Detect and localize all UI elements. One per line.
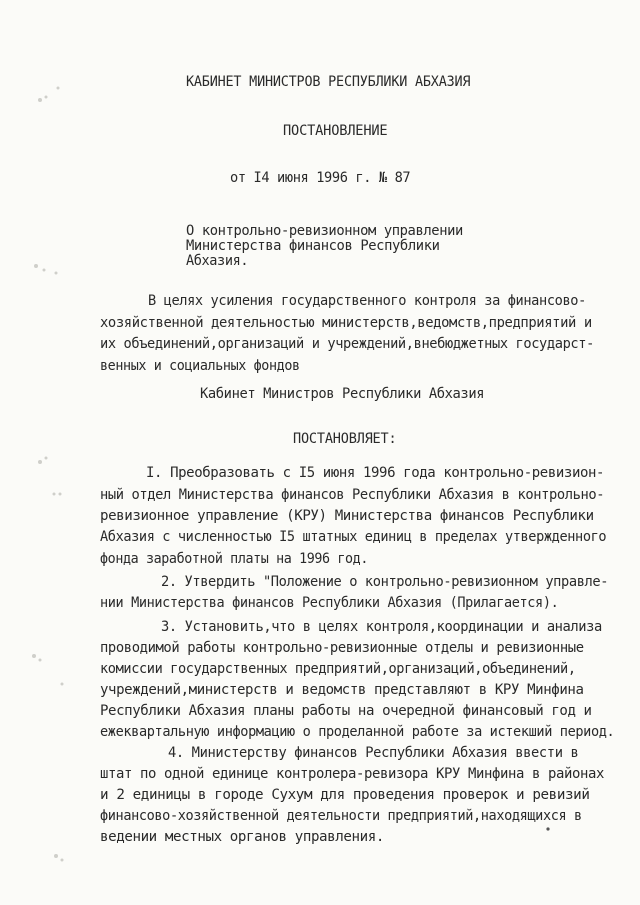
item-line: комиссии государственных предприятий,организаций,объединений, (100, 661, 576, 677)
item-line: учреждений,министерств и ведомств представляют в КРУ Минфина (100, 682, 584, 698)
document-type: ПОСТАНОВЛЕНИЕ (283, 123, 388, 139)
document-issuer: Кабинет Министров Республики Абхазия (200, 386, 485, 402)
item-line: 4. Министерству финансов Республики Абхазия ввести в (168, 745, 579, 761)
document-authority: КАБИНЕТ МИНИСТРОВ РЕСПУБЛИКИ АБХАЗИЯ (186, 74, 471, 90)
item-line: Республики Абхазия планы работы на очередной финансовый год и (100, 703, 592, 719)
ink-dot (545, 826, 551, 832)
subject-line: Абхазия. (186, 253, 249, 269)
preamble-line: В целях усиления государственного контроля за финансово- (148, 293, 586, 309)
item-line: Абхазия с численностью I5 штатных единиц в пределах утвержденного (100, 529, 607, 545)
item-line: 2. Утвердить "Положение о контрольно-ревизионном управле- (161, 574, 609, 590)
subject-line: О контрольно-ревизионном управлении (186, 223, 463, 239)
item-line: проводимой работы контрольно-ревизионные отделы и ревизионные (100, 640, 584, 656)
item-line: фонда заработной платы на 1996 год. (100, 551, 368, 567)
item-line: и 2 единицы в городе Сухум для проведения проверок и ревизий (100, 787, 590, 803)
item-line: 3. Установить,что в целях контроля,координации и анализа (161, 619, 602, 635)
preamble-line: венных и социальных фондов (100, 358, 300, 374)
binding-marks (0, 0, 70, 905)
item-line: ревизионное управление (КРУ) Министерства финансов Республики (100, 508, 594, 524)
item-line: штат по одной единице контролера-ревизора КРУ Минфина в районах (100, 766, 604, 782)
item-line: ведении местных органов управления. (100, 829, 384, 845)
document-date: от I4 июня 1996 г. № 87 (230, 170, 411, 186)
item-line: ежеквартальную информацию о проделанной работе за истекший период. (100, 724, 615, 740)
preamble-line: хозяйственной деятельностью министерств,ведомств,предприятий и (100, 315, 592, 331)
subject-line: Министерства финансов Республики (186, 238, 440, 254)
document-resolves: ПОСТАНОВЛЯЕТ: (293, 431, 397, 447)
item-line: ный отдел Министерства финансов Республики Абхазия в контрольно- (100, 487, 605, 503)
preamble-line: их объединений,организаций и учреждений,внебюджетных государст- (100, 336, 594, 352)
item-line: нии Министерства финансов Республики Абхазия (Прилагается). (100, 595, 559, 611)
item-line: I. Преобразовать с I5 июня 1996 года контрольно-ревизион- (146, 465, 605, 481)
item-line: финансово-хозяйственной деятельности предприятий,находящихся в (100, 808, 582, 824)
